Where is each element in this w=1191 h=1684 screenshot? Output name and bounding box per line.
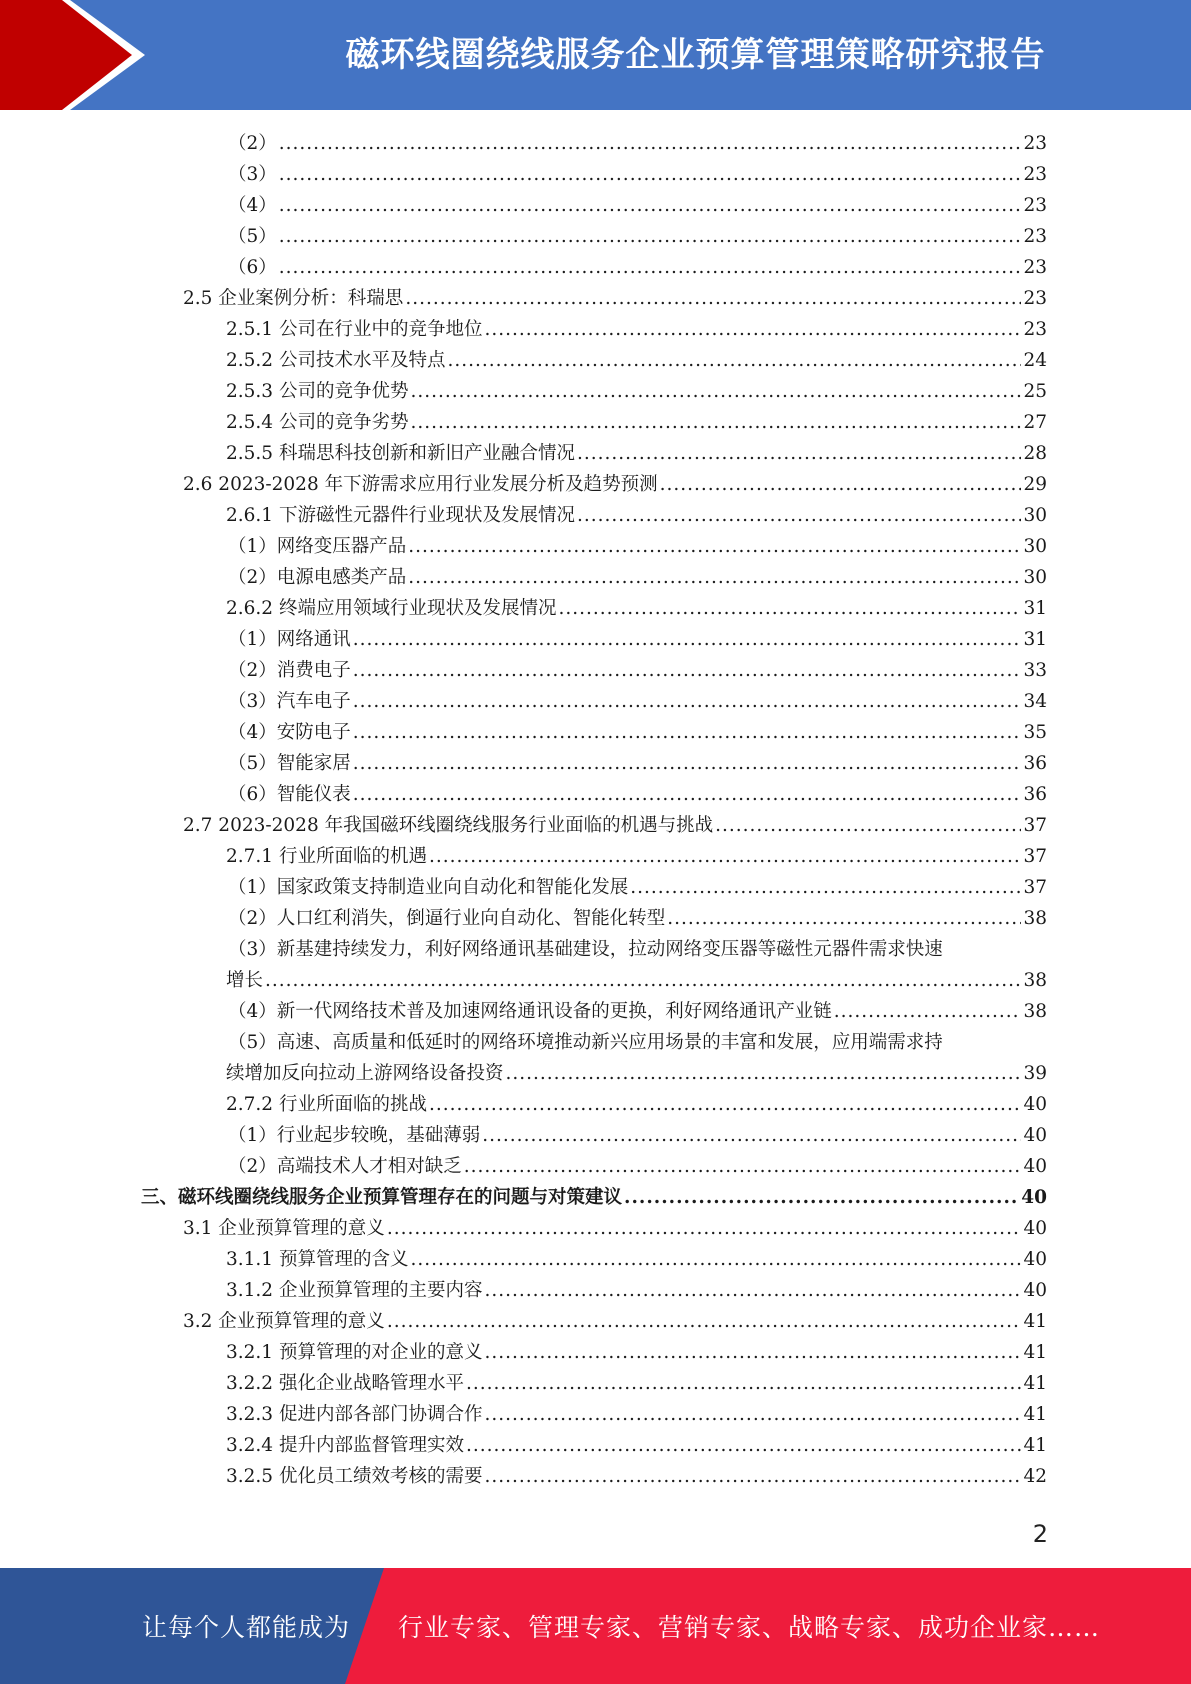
toc-entry[interactable]: （3）新基建持续发力，利好网络通讯基础建设，拉动网络变压器等磁性元器件需求快速 bbox=[228, 939, 943, 960]
toc-entry[interactable]: 3.2 企业预算管理的意义 ..... 41 bbox=[183, 1306, 1047, 1337]
toc-entry[interactable]: （4）新一代网络技术普及加速网络通讯设备的更换，利好网络通讯产业链 ..... 38 bbox=[228, 996, 1047, 1027]
toc-entry-continuation[interactable]: 续增加反向拉动上游网络设备投资 ..... 39 bbox=[226, 1058, 1047, 1089]
toc-entry[interactable]: 2.7 2023-2028 年我国磁环线圈绕线服务行业面临的机遇与挑战 ..... 37 bbox=[183, 810, 1047, 841]
toc-entry[interactable]: 2.5.5 科瑞思科技创新和新旧产业融合情况 ..... 28 bbox=[226, 438, 1047, 469]
toc-entry[interactable]: 3.2.4 提升内部监督管理实效 ..... 41 bbox=[226, 1430, 1047, 1461]
toc-entry[interactable]: 2.5.4 公司的竞争劣势 ..... 27 bbox=[226, 407, 1047, 438]
toc-entry[interactable]: （6） ..... 23 bbox=[228, 252, 1047, 283]
toc-entry[interactable]: （3） ..... 23 bbox=[228, 159, 1047, 190]
toc-entry[interactable]: （5）智能家居 ..... 36 bbox=[228, 748, 1047, 779]
toc-entry[interactable]: （3）汽车电子 ..... 34 bbox=[228, 686, 1047, 717]
toc-entry[interactable]: （2） ..... 23 bbox=[228, 128, 1047, 159]
toc-entry[interactable]: 3.2.2 强化企业战略管理水平 ..... 41 bbox=[226, 1368, 1047, 1399]
footer-slogan-right: 行业专家、管理专家、营销专家、战略专家、成功企业家…… bbox=[398, 1613, 1101, 1642]
toc-entry[interactable]: 3.1.1 预算管理的含义 ..... 40 bbox=[226, 1244, 1047, 1275]
toc-entry[interactable]: （1）网络变压器产品 ..... 30 bbox=[228, 531, 1047, 562]
header-chevron-icon bbox=[0, 0, 160, 110]
footer-band bbox=[0, 1568, 1191, 1684]
toc-entry[interactable]: 2.5.3 公司的竞争优势 ..... 25 bbox=[226, 376, 1047, 407]
toc-entry[interactable]: 2.6 2023-2028 年下游需求应用行业发展分析及趋势预测 ..... 29 bbox=[183, 469, 1047, 500]
toc-entry[interactable]: （6）智能仪表 ..... 36 bbox=[228, 779, 1047, 810]
toc-entry[interactable]: 2.5.1 公司在行业中的竞争地位 ..... 23 bbox=[226, 314, 1047, 345]
toc-entry[interactable]: （4） ..... 23 bbox=[228, 190, 1047, 221]
toc-entry[interactable]: （5）高速、高质量和低延时的网络环境推动新兴应用场景的丰富和发展，应用端需求持 bbox=[228, 1032, 943, 1053]
toc-entry[interactable]: （1）网络通讯 ..... 31 bbox=[228, 624, 1047, 655]
toc-entry[interactable]: （2）电源电感类产品 ..... 30 bbox=[228, 562, 1047, 593]
toc-entry[interactable]: 2.6.1 下游磁性元器件行业现状及发展情况 ..... 30 bbox=[226, 500, 1047, 531]
toc-chapter-entry[interactable]: 三、磁环线圈绕线服务企业预算管理存在的问题与对策建议 ..... 40 bbox=[141, 1182, 1047, 1213]
toc-entry[interactable]: （1）国家政策支持制造业向自动化和智能化发展 ..... 37 bbox=[228, 872, 1047, 903]
toc-entry[interactable]: 2.7.1 行业所面临的机遇 ..... 37 bbox=[226, 841, 1047, 872]
toc-entry[interactable]: 2.5 企业案例分析：科瑞思 ..... 23 bbox=[183, 283, 1047, 314]
toc-entry[interactable]: 3.2.1 预算管理的对企业的意义 ..... 41 bbox=[226, 1337, 1047, 1368]
toc-entry-continuation[interactable]: 增长 ..... 38 bbox=[226, 965, 1047, 996]
document-title: 磁环线圈绕线服务企业预算管理策略研究报告 bbox=[345, 35, 1046, 75]
toc-entry[interactable]: 2.6.2 终端应用领域行业现状及发展情况 ..... 31 bbox=[226, 593, 1047, 624]
toc-entry[interactable]: （2）消费电子 ..... 33 bbox=[228, 655, 1047, 686]
toc-entry[interactable]: （4）安防电子 ..... 35 bbox=[228, 717, 1047, 748]
toc-entry[interactable]: 3.2.3 促进内部各部门协调合作 ..... 41 bbox=[226, 1399, 1047, 1430]
toc-entry[interactable]: 2.5.2 公司技术水平及特点 ..... 24 bbox=[226, 345, 1047, 376]
toc-entry[interactable]: 2.7.2 行业所面临的挑战 ..... 40 bbox=[226, 1089, 1047, 1120]
toc-entry[interactable]: （2）人口红利消失，倒逼行业向自动化、智能化转型 ..... 38 bbox=[228, 903, 1047, 934]
toc-entry[interactable]: （1）行业起步较晚，基础薄弱 ..... 40 bbox=[228, 1120, 1047, 1151]
toc-entry[interactable]: （2）高端技术人才相对缺乏 ..... 40 bbox=[228, 1151, 1047, 1182]
toc-entry[interactable]: 3.1 企业预算管理的意义 ..... 40 bbox=[183, 1213, 1047, 1244]
toc-entry[interactable]: 3.2.5 优化员工绩效考核的需要 ..... 42 bbox=[226, 1461, 1047, 1492]
page-number: 2 bbox=[1032, 1520, 1048, 1548]
toc-entry[interactable]: 3.1.2 企业预算管理的主要内容 ..... 40 bbox=[226, 1275, 1047, 1306]
toc-entry[interactable]: （5） ..... 23 bbox=[228, 221, 1047, 252]
footer-slogan-left: 让每个人都能成为 bbox=[142, 1613, 351, 1642]
header-band bbox=[0, 0, 1191, 110]
